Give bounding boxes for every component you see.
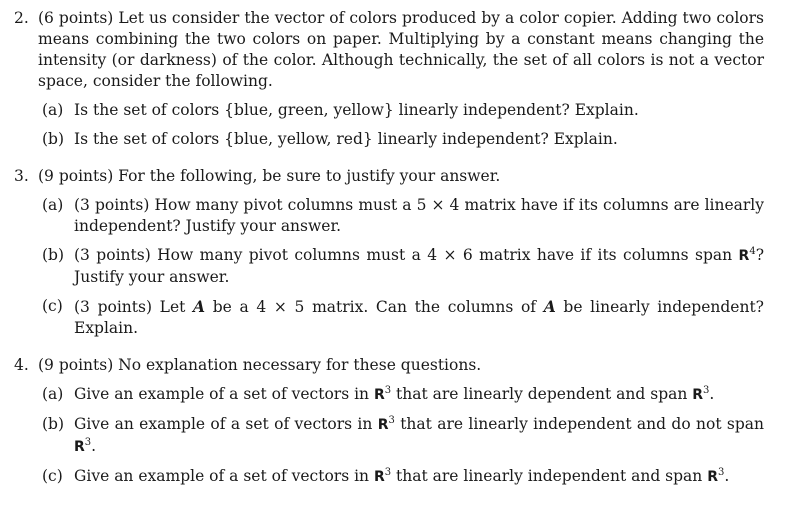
part-text [74, 466, 764, 488]
text-segment: that are linearly independent and do not span [394, 415, 764, 433]
problem-number: 2. [14, 9, 29, 27]
reals-symbol: R [707, 469, 718, 485]
matrix-symbol: A [193, 297, 206, 316]
part-label: (b) [42, 246, 65, 264]
problem-2b [38, 129, 764, 150]
reals-symbol: R [692, 387, 704, 403]
matrix-symbol: A [543, 297, 556, 316]
part-text [74, 296, 764, 339]
exponent: 3 [388, 415, 395, 426]
problem-3 [14, 166, 764, 339]
part-label: (a) [42, 385, 64, 403]
problem-2a [38, 100, 764, 121]
exponent: 3 [384, 467, 392, 478]
problem-4a [38, 384, 764, 406]
problem-2 [14, 8, 764, 150]
reals-symbol: R [738, 248, 750, 264]
problem-4b [38, 414, 764, 458]
problem-intro: (6 points) Let us consider the vector of colors produced by a color copier. Adding two colors means combining the two colors on paper. Multiplying by a constant means changing the intensity (or darkness) of the color. Although technically, the set of all colors is not a vector space, consider the following. [38, 9, 764, 90]
problem-3a [38, 195, 764, 237]
reals-symbol: R [74, 439, 85, 455]
text-segment: . [91, 437, 97, 455]
problem-3b [38, 245, 764, 288]
exponent: 3 [717, 467, 725, 478]
exponent: 3 [384, 385, 392, 396]
text-segment: . [724, 467, 730, 485]
text-segment: (3 points) Let [74, 298, 194, 316]
exponent: 3 [703, 385, 710, 396]
problem-4c [38, 466, 764, 488]
part-text: (3 points) How many pivot columns must a 5 × 4 matrix have if its columns are linearly independent? Justify your answer. [74, 196, 764, 235]
exponent: 4 [749, 246, 756, 257]
problem-number: 4. [14, 356, 29, 374]
part-label: (c) [42, 467, 63, 485]
text-segment: (3 points) How many pivot columns must a 4 × 6 matrix have if its columns span [74, 246, 739, 264]
problem-intro: (9 points) For the following, be sure to justify your answer. [38, 167, 501, 185]
exponent: 3 [84, 437, 92, 448]
text-segment: Give an example of a set of vectors in [74, 415, 378, 433]
part-text [74, 384, 764, 406]
text-segment: ? Justify your answer. [74, 246, 764, 286]
text-segment: Give an example of a set of vectors in [74, 385, 374, 403]
part-label: (c) [42, 297, 63, 315]
reals-symbol: R [377, 417, 389, 433]
part-label: (a) [42, 196, 64, 214]
part-label: (a) [42, 101, 64, 119]
problem-4 [14, 355, 764, 488]
text-segment: be a 4 × 5 matrix. Can the columns of [205, 298, 544, 316]
part-text: Is the set of colors {blue, yellow, red} linearly independent? Explain. [74, 130, 618, 148]
text-segment: be linearly independent? Explain. [74, 298, 764, 337]
part-text: Is the set of colors {blue, green, yellow} linearly independent? Explain. [74, 101, 639, 119]
text-segment: Give an example of a set of vectors in [74, 467, 374, 485]
text-segment: that are linearly dependent and span [391, 385, 693, 403]
part-label: (b) [42, 130, 65, 148]
part-label: (b) [42, 415, 65, 433]
part-text [74, 414, 764, 458]
reals-symbol: R [373, 469, 385, 485]
problem-number: 3. [14, 167, 29, 185]
problem-3c [38, 296, 764, 339]
problem-intro: (9 points) No explanation necessary for these questions. [38, 356, 482, 374]
text-segment: . [709, 385, 715, 403]
reals-symbol: R [373, 387, 385, 403]
part-text [74, 245, 764, 288]
text-segment: that are linearly independent and span [391, 467, 708, 485]
